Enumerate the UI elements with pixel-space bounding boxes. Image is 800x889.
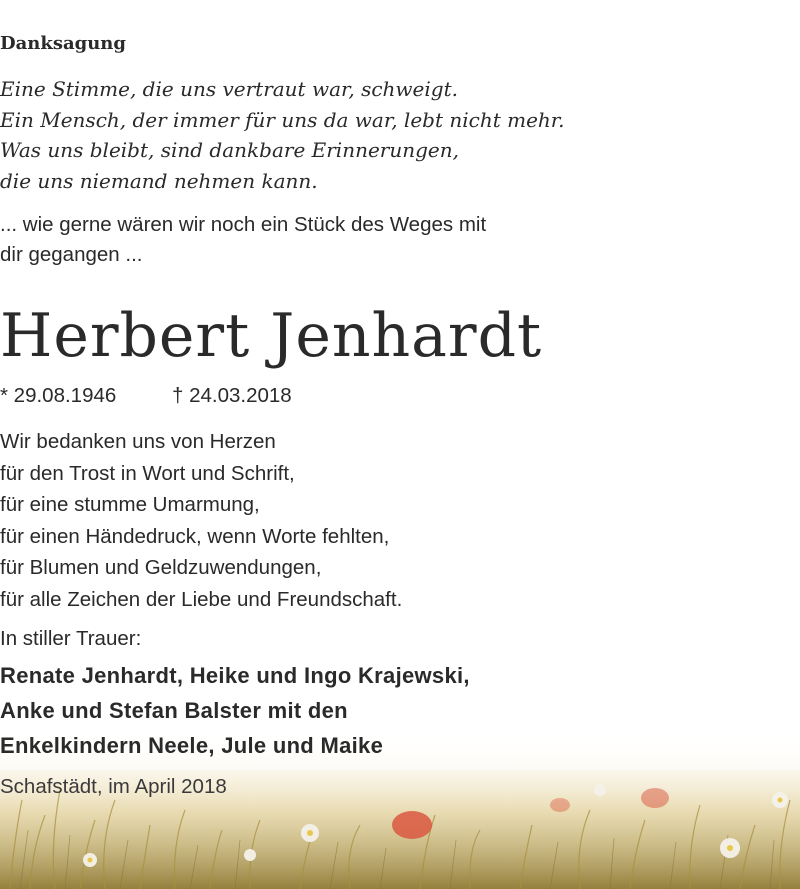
life-dates xyxy=(0,382,800,410)
deceased-name: Herbert Jenhardt xyxy=(0,301,543,371)
mourners xyxy=(0,658,800,763)
poem-line: Ein Mensch, der immer für uns da war, lebt nicht mehr. xyxy=(0,107,565,132)
thanks-text xyxy=(0,426,800,615)
place-date: Schafstädt, im April 2018 xyxy=(0,775,227,798)
mourners-line: Renate Jenhardt, Heike und Ingo Krajewski, xyxy=(0,663,470,688)
mourning-label: In stiller Trauer: xyxy=(0,627,142,650)
mourners-line: Anke und Stefan Balster mit den xyxy=(0,698,348,723)
thanks-line: für alle Zeichen der Liebe und Freundschaft. xyxy=(0,587,403,611)
thanks-line: für den Trost in Wort und Schrift, xyxy=(0,461,295,485)
thanks-line: für einen Händedruck, wenn Worte fehlten, xyxy=(0,524,390,548)
heading: Danksagung xyxy=(0,33,126,54)
quote-line: dir gegangen ... xyxy=(0,243,143,266)
thanks-line: Wir bedanken uns von Herzen xyxy=(0,430,276,453)
poem-line: die uns niemand nehmen kann. xyxy=(0,168,318,193)
poem-line: Eine Stimme, die uns vertraut war, schweigt. xyxy=(0,77,458,101)
thanks-line: für Blumen und Geldzuwendungen, xyxy=(0,556,322,579)
death-date: † 24.03.2018 xyxy=(171,384,292,407)
thanks-line: für eine stumme Umarmung, xyxy=(0,493,260,516)
poem xyxy=(0,74,800,196)
birth-date: * 29.08.1946 xyxy=(0,384,117,407)
quote xyxy=(0,210,800,270)
poem-line: Was uns bleibt, sind dankbare Erinnerungen, xyxy=(0,138,459,162)
mourners-line: Enkelkindern Neele, Jule und Maike xyxy=(0,733,384,758)
quote-line: ... wie gerne wären wir noch ein Stück des Weges mit xyxy=(0,213,487,236)
